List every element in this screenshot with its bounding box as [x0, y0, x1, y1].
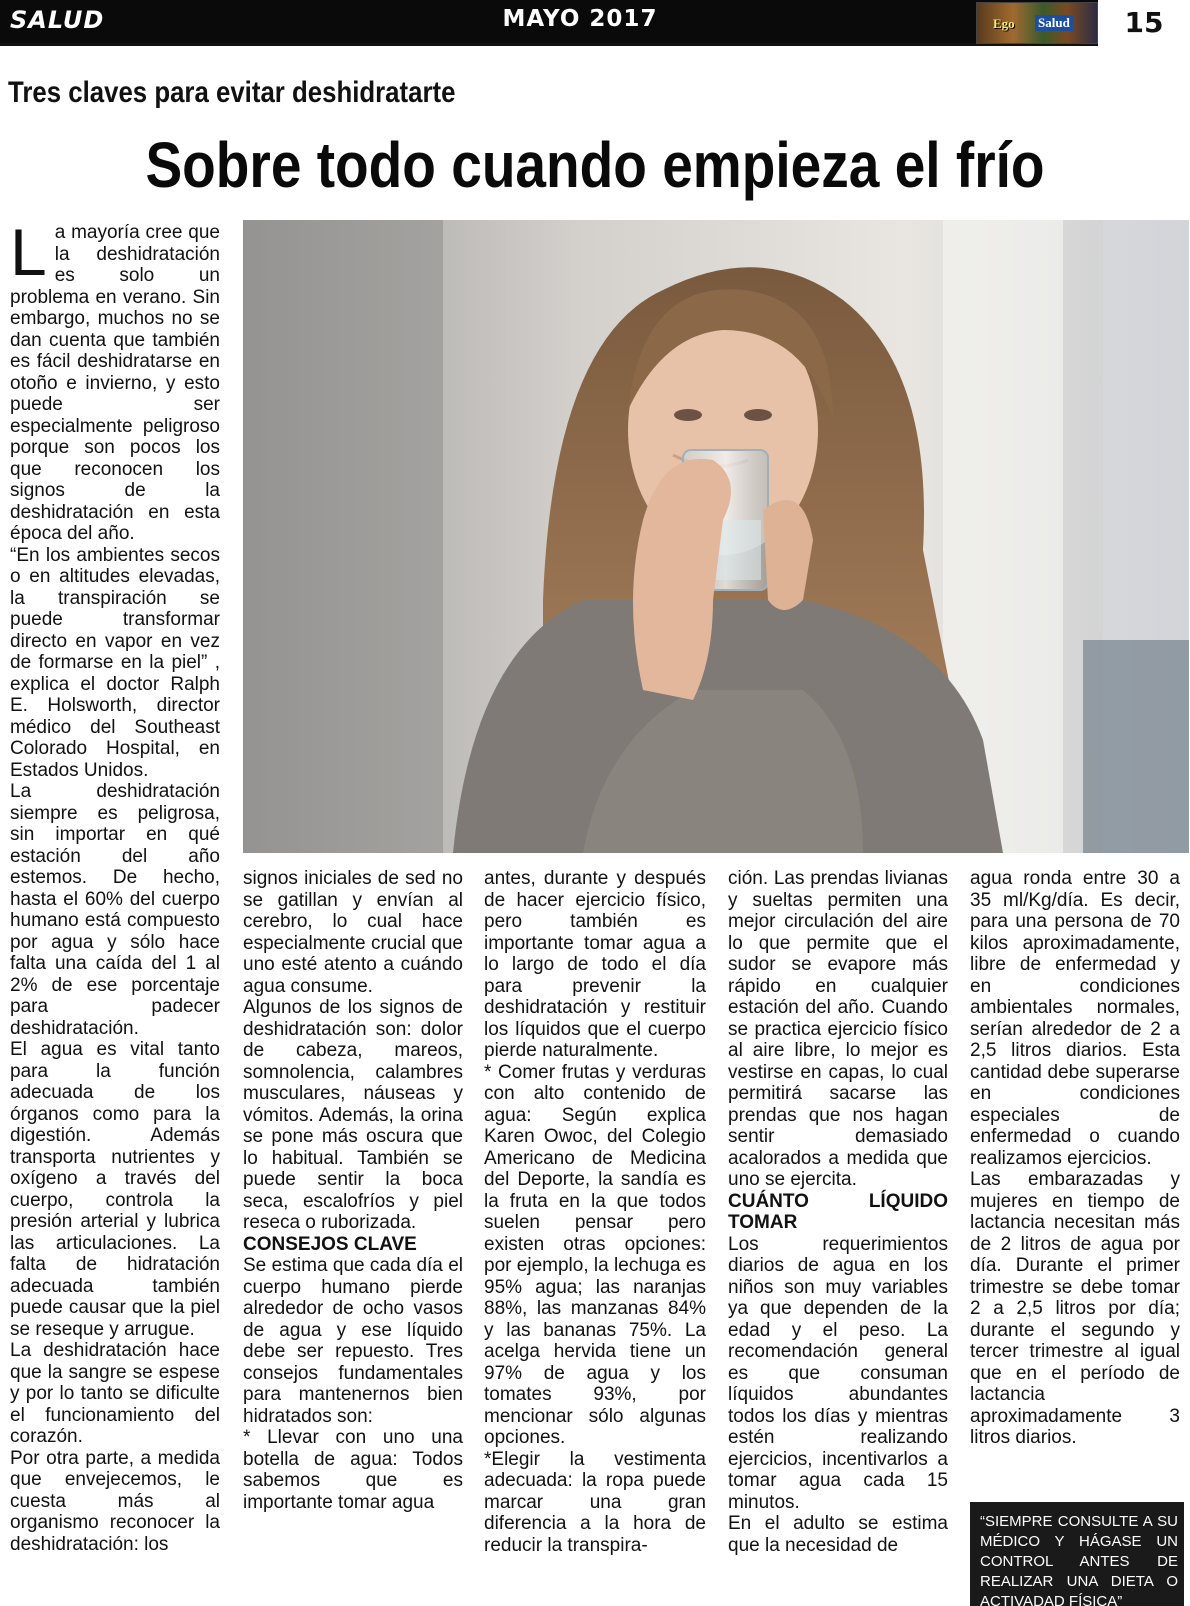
paragraph: agua ronda entre 30 a 35 ml/Kg/día. Es decir, para una persona de 70 kilos aproximadamente, libre de enfermedad y en condiciones ambientales normales, serían alrededor de 2 a 2,5 litros diarios. Esta cantidad debe superarse en condiciones especiales de enfermedad o cuando realizamos ejercicios.: [970, 868, 1180, 1169]
subhead-cuanto-liquido: CUÁNTO LÍQUIDO TOMAR: [728, 1190, 948, 1233]
paragraph: *Elegir la vestimenta adecuada: la ropa puede marcar una gran diferencia a la hora de reducir la transpira-: [484, 1448, 706, 1556]
logo-text-ego: Ego: [993, 16, 1015, 31]
article-column-4: [728, 868, 948, 1606]
article-column-1: [10, 222, 220, 1606]
page-number-box: [1098, 0, 1190, 46]
paragraph: ción. Las prendas livianas y sueltas permiten una mejor circulación del aire lo que permite que el sudor se evapore más rápido en cualquier estación del año. Cuando se practica ejercicio físico al aire libre, lo mejor es vestirse en capas, lo cual permitirá sacarse las prendas que nos hagan sentir demasiado acalorados a medida que uno se ejercita.: [728, 868, 948, 1190]
paragraph: Los requerimientos diarios de agua en los niños son muy variables ya que dependen de la edad y el peso. La recomendación general es que consuman líquidos abundantes todos los días y mientras estén realizando ejercicios, incentivarlos a tomar agua cada 15 minutos.: [728, 1233, 948, 1513]
article-column-5: [970, 868, 1180, 1478]
paragraph: “En los ambientes secos o en altitudes elevadas, la transpiración se puede transformar directo en vapor en vez de formarse en la piel” , explica el doctor Ralph E. Holsworth, director médico del Southeast Colorado Hospital, en Estados Unidos.: [10, 544, 220, 781]
paragraph: Las embarazadas y mujeres en tiempo de lactancia necesitan más de 2 litros de agua por día. Durante el primer trimestre se debe tomar 2 a 2,5 litros por día; durante el segundo y tercer trimestre al igual que en el período de lactancia aproximadamente 3 litros diarios.: [970, 1169, 1180, 1448]
article-kicker: Tres claves para evitar deshidratarte: [8, 76, 456, 109]
paragraph: Por otra parte, a medida que envejecemos, le cuesta más al organismo reconocer la deshidratación: los: [10, 1447, 220, 1555]
header-bar: [0, 0, 1190, 46]
lead-paragraph: [10, 222, 220, 545]
paragraph: El agua es vital tanto para la función adecuada de los órganos como para la digestión. Además transporta nutrientes y oxígeno a través del cuerpo, controla la presión arterial y lubrica las articulaciones. La falta de hidratación adecuada también puede causar que la piel se reseque y arrugue.: [10, 1039, 220, 1340]
paragraph: Algunos de los signos de deshidratación son: dolor de cabeza, mareos, somnolencia, calambres musculares, náuseas y vómitos. Además, la orina se pone más oscura que lo habitual. También se puede sentir la boca seca, escalofríos y piel reseca o ruborizada.: [243, 997, 463, 1233]
paragraph: * Comer frutas y verduras con alto contenido de agua: Según explica Karen Owoc, del Colegio Americano de Medicina del Deporte, la sandía es la fruta en la que todos suelen pensar pero existen otras opciones: por ejemplo, la lechuga es 95% agua; las naranjas 88%, las manzanas 84% y las bananas 75%. La acelga hervida tiene un 97% de agua y los tomates 93%, por mencionar sólo algunas opciones.: [484, 1061, 706, 1448]
paragraph: * Llevar con uno una botella de agua: Todos sabemos que es importante tomar agua: [243, 1427, 463, 1513]
advice-quote-box: “SIEMPRE CONSULTE A SU MÉDICO Y HÁGASE UN CONTROL ANTES DE REALIZAR UNA DIETA O ACTIVADAD FÍSICA”: [970, 1502, 1184, 1606]
issue-date: MAYO 2017: [502, 6, 658, 32]
logo-text-salud: Salud: [1035, 15, 1073, 31]
paragraph: Se estima que cada día el cuerpo humano pierde alrededor de ocho vasos de agua y ese líquido debe ser repuesto. Tres consejos fundamentales para mantenernos bien hidratados son:: [243, 1255, 463, 1427]
paragraph: signos iniciales de sed no se gatillan y envían al cerebro, lo cual hace especialmente crucial que uno esté atento a cuándo agua consume.: [243, 868, 463, 997]
drop-cap: L: [10, 222, 47, 289]
article-headline: Sobre todo cuando empieza el frío: [145, 129, 1045, 201]
magazine-logo: [976, 2, 1098, 44]
article-column-2: [243, 868, 463, 1606]
paragraph: La deshidratación siempre es peligrosa, sin importar en qué estación del año estemos. De hecho, hasta el 60% del cuerpo humano está compuesto por agua y sólo hace falta una caída del 1 al 2% de ese porcentaje para padecer deshidratación.: [10, 781, 220, 1039]
paragraph: antes, durante y después de hacer ejercicio físico, pero también es importante tomar agua a lo largo de todo el día para prevenir la deshidratación y restituir los líquidos que el cuerpo pierde naturalmente.: [484, 868, 706, 1061]
subhead-consejos-clave: CONSEJOS CLAVE: [243, 1233, 417, 1255]
woman-drinking-water-photo: [243, 220, 1189, 853]
paragraph: En el adulto se estima que la necesidad de: [728, 1513, 948, 1556]
paragraph: La deshidratación hace que la sangre se espese y por lo tanto se dificulte el funcionamiento del corazón.: [10, 1340, 220, 1447]
article-column-3: [484, 868, 706, 1606]
section-label: SALUD: [10, 6, 105, 34]
page-number: 15: [1124, 6, 1164, 39]
paragraph-text: a mayoría cree que la deshidratación es solo un problema en verano. Sin embargo, muchos no se dan cuenta que también es fácil deshidratarse en otoño e invierno, y esto puede ser especialmente peligroso porque son pocos los que reconocen los signos de la deshidratación en esta época del año.: [10, 222, 220, 544]
